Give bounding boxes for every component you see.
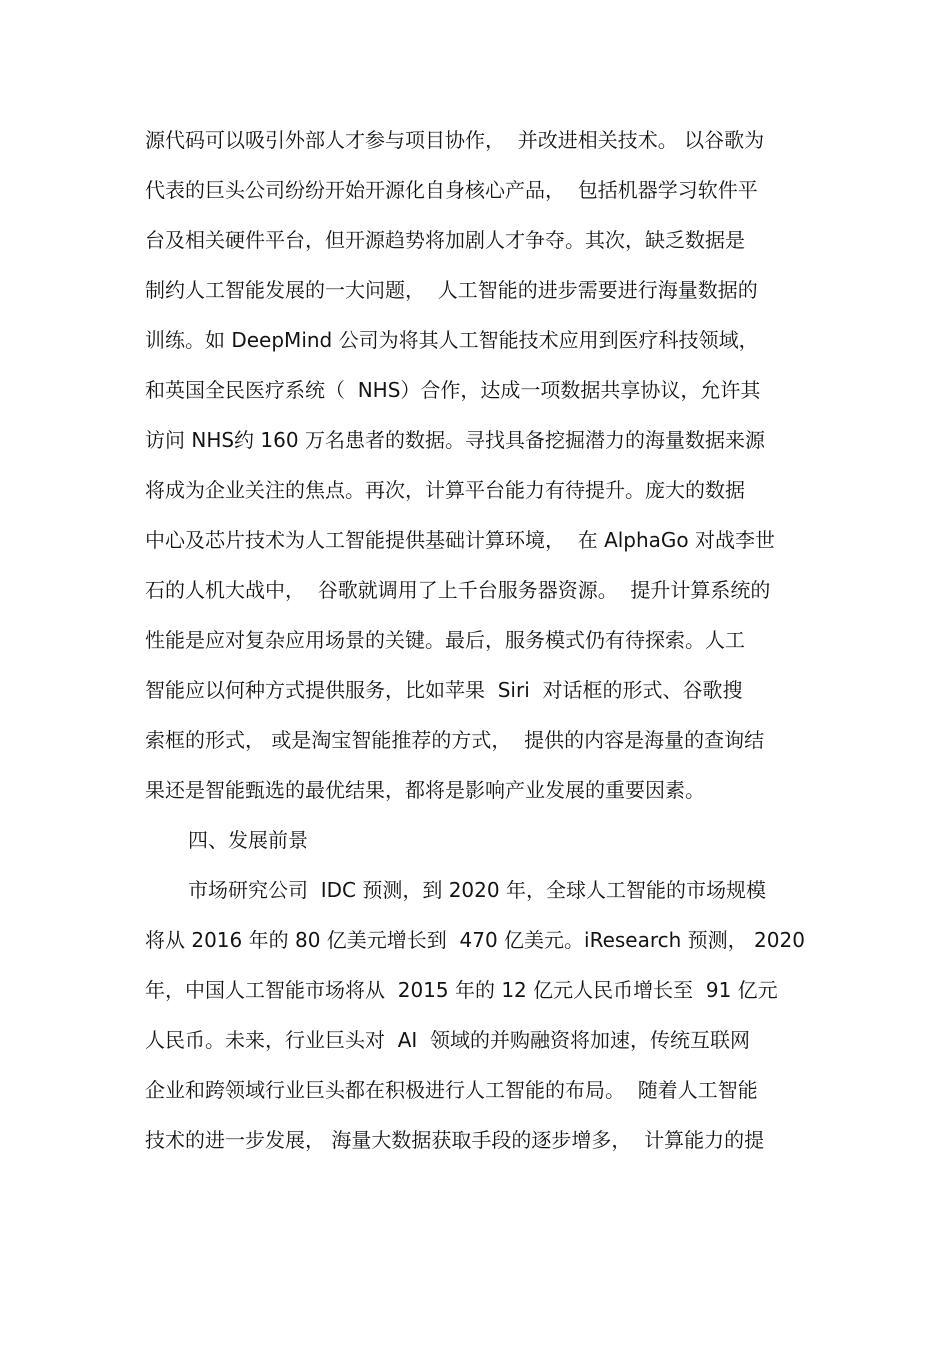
text-line: 市场研究公司 IDC 预测，到 2020 年，全球人工智能的市场规模 [188, 878, 766, 902]
text-line: 将成为企业关注的焦点。再次，计算平台能力有待提升。庞大的数据 [145, 478, 745, 502]
text-line: 年，中国人工智能市场将从 2015 年的 12 亿元人民币增长至 91 亿元 [145, 978, 778, 1002]
text-line: 性能是应对复杂应用场景的关键。最后，服务模式仍有待探索。人工 [145, 628, 745, 652]
text-line: 智能应以何种方式提供服务，比如苹果 Siri 对话框的形式、谷歌搜 [145, 678, 743, 702]
text-line: 索框的形式， 或是淘宝智能推荐的方式， 提供的内容是海量的查询结 [145, 728, 765, 752]
text-line: 中心及芯片技术为人工智能提供基础计算环境， 在 AlphaGo 对战李世 [145, 528, 776, 552]
text-line: 人民币。未来，行业巨头对 AI 领域的并购融资将加速，传统互联网 [145, 1028, 751, 1052]
text-line: 技术的进一步发展， 海量大数据获取手段的逐步增多， 计算能力的提 [145, 1128, 765, 1152]
text-line: 代表的巨头公司纷纷开始开源化自身核心产品， 包括机器学习软件平 [145, 178, 758, 202]
text-line: 将从 2016 年的 80 亿美元增长到 470 亿美元。iResearch 预测， 2020 [145, 928, 805, 952]
text-line: 访问 NHS约 160 万名患者的数据。寻找具备挖掘潜力的海量数据来源 [145, 428, 765, 452]
text-line: 制约人工智能发展的一大问题， 人工智能的进步需要进行海量数据的 [145, 278, 758, 302]
text-line: 石的人机大战中， 谷歌就调用了上千台服务器资源。 提升计算系统的 [145, 578, 771, 602]
text-line: 企业和跨领域行业巨头都在积极进行人工智能的布局。 随着人工智能 [145, 1078, 758, 1102]
section-heading: 四、发展前景 [188, 828, 308, 852]
text-line: 和英国全民医疗系统（ NHS）合作，达成一项数据共享协议，允许其 [145, 378, 761, 402]
text-line: 果还是智能甄选的最优结果，都将是影响产业发展的重要因素。 [145, 778, 705, 802]
text-line: 源代码可以吸引外部人才参与项目协作， 并改进相关技术。 以谷歌为 [145, 128, 765, 152]
text-line: 训练。如 DeepMind 公司为将其人工智能技术应用到医疗科技领域， [145, 328, 759, 352]
text-line: 台及相关硬件平台，但开源趋势将加剧人才争夺。其次，缺乏数据是 [145, 228, 745, 252]
